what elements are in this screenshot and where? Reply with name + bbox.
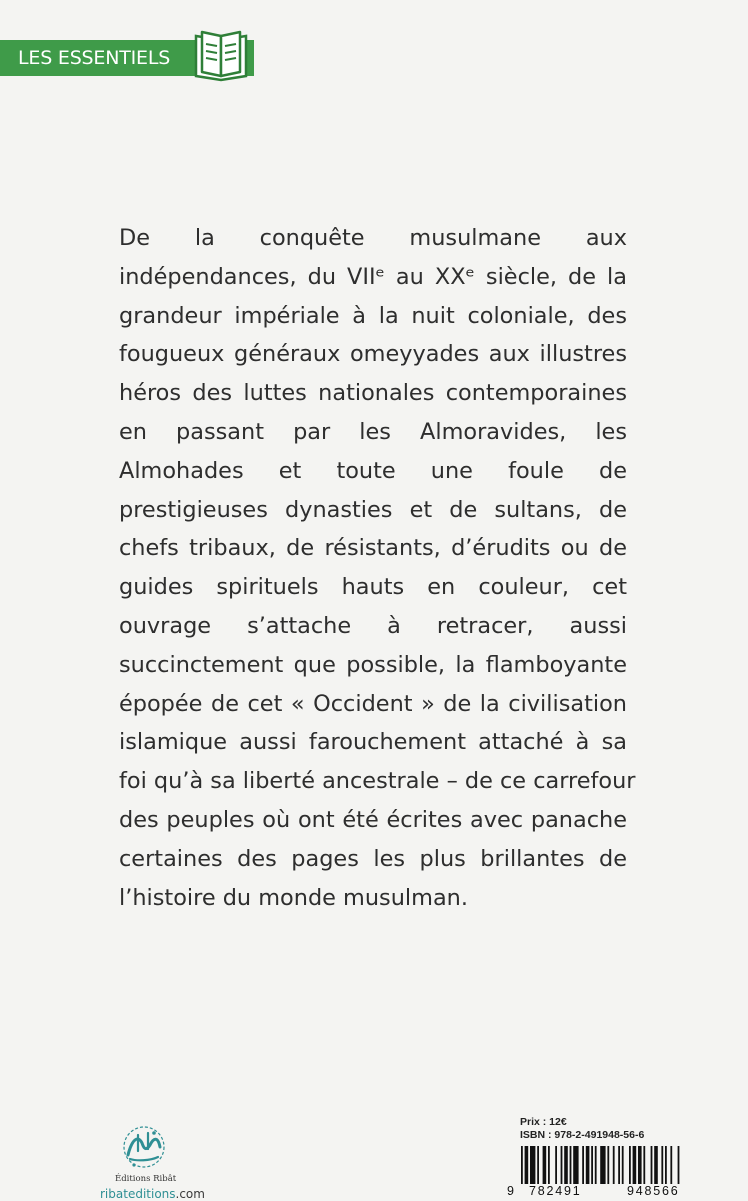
- barcode-bar: [633, 1146, 637, 1184]
- barcode-digits-left: 782491: [529, 1184, 582, 1198]
- barcode-bars: [517, 1146, 735, 1184]
- barcode-bar: [521, 1146, 523, 1184]
- barcode-bar: [570, 1146, 572, 1184]
- barcode-digit-first: 9: [507, 1184, 516, 1198]
- blurb-line: certaines des pages les plus brillantes de: [119, 845, 627, 872]
- blurb-line: De la conquête musulmane aux: [119, 225, 627, 251]
- website-suffix: .com: [175, 1187, 205, 1201]
- barcode-bar: [595, 1146, 597, 1184]
- barcode-bar: [629, 1146, 631, 1184]
- ribat-calligraphy-logo: [116, 1125, 172, 1171]
- blurb-line: héros des luttes nationales contemporaines: [119, 380, 627, 407]
- website-brand: ribateditions: [100, 1187, 176, 1201]
- price-label: Prix : 12€: [520, 1116, 567, 1128]
- barcode-bar: [618, 1146, 620, 1184]
- blurb-line: l’histoire du monde musulman.: [119, 884, 468, 911]
- barcode-bar: [622, 1146, 624, 1184]
- barcode-bar: [586, 1146, 590, 1184]
- barcode-bar: [573, 1146, 578, 1184]
- barcode-block: [507, 1116, 737, 1196]
- barcode-bar: [555, 1146, 557, 1184]
- publisher-website[interactable]: [100, 1187, 205, 1201]
- blurb-line: ouvrage s’attache à retracer, aussi: [119, 612, 627, 639]
- blurb-line: épopée de cet « Occident » de la civilisation: [119, 690, 627, 717]
- barcode-bar: [613, 1146, 615, 1184]
- barcode-bar: [654, 1146, 658, 1184]
- open-book-icon: [188, 30, 254, 84]
- barcode-bar: [537, 1146, 539, 1184]
- barcode-bar: [564, 1146, 568, 1184]
- barcode-bar: [582, 1146, 584, 1184]
- barcode-bar: [643, 1146, 645, 1184]
- publisher-block: [96, 1125, 236, 1201]
- barcode-bar: [543, 1146, 547, 1184]
- blurb-line: chefs tribaux, de résistants, d’érudits ou de: [119, 535, 627, 562]
- blurb-line: islamique aussi farouchement attaché à sa: [119, 729, 627, 756]
- barcode-bar: [651, 1146, 653, 1184]
- barcode-bar: [561, 1146, 563, 1184]
- barcode-bar: [591, 1146, 593, 1184]
- series-label: LES ESSENTIELS: [18, 47, 171, 69]
- barcode-bar: [607, 1146, 609, 1184]
- isbn-label: ISBN : 978-2-491948-56-6: [520, 1129, 645, 1141]
- series-banner: [0, 30, 260, 84]
- blurb-line: grandeur impériale à la nuit coloniale, des: [119, 302, 627, 329]
- barcode-bar: [600, 1146, 605, 1184]
- blurb-line: Almohades et toute une foule de: [119, 457, 627, 484]
- blurb-line: foi qu’à sa liberté ancestrale – de ce carrefour: [119, 768, 636, 795]
- barcode-bar: [678, 1146, 680, 1184]
- blurb-line: indépendances, du VIIᵉ au XXᵉ siècle, de la: [119, 263, 627, 290]
- blurb-line: fougueux généraux omeyyades aux illustres: [119, 341, 627, 368]
- barcode-digits-right: 948566: [627, 1184, 680, 1198]
- barcode-bar: [661, 1146, 663, 1184]
- back-cover-blurb: [119, 219, 636, 917]
- barcode-bar: [665, 1146, 667, 1184]
- blurb-line: des peuples où ont été écrites avec panache: [119, 806, 627, 833]
- barcode-bar: [530, 1146, 535, 1184]
- barcode-bar: [548, 1146, 550, 1184]
- barcode-bar: [525, 1146, 529, 1184]
- barcode-bar: [638, 1146, 642, 1184]
- publisher-name: Éditions Ribât: [115, 1174, 177, 1184]
- blurb-line: succinctement que possible, la flamboyante: [119, 651, 627, 678]
- blurb-line: en passant par les Almoravides, les: [119, 418, 627, 445]
- barcode-bar: [670, 1146, 672, 1184]
- blurb-line: prestigieuses dynasties et de sultans, de: [119, 496, 627, 523]
- series-bar: [0, 40, 188, 76]
- blurb-line: guides spirituels hauts en couleur, cet: [119, 574, 627, 601]
